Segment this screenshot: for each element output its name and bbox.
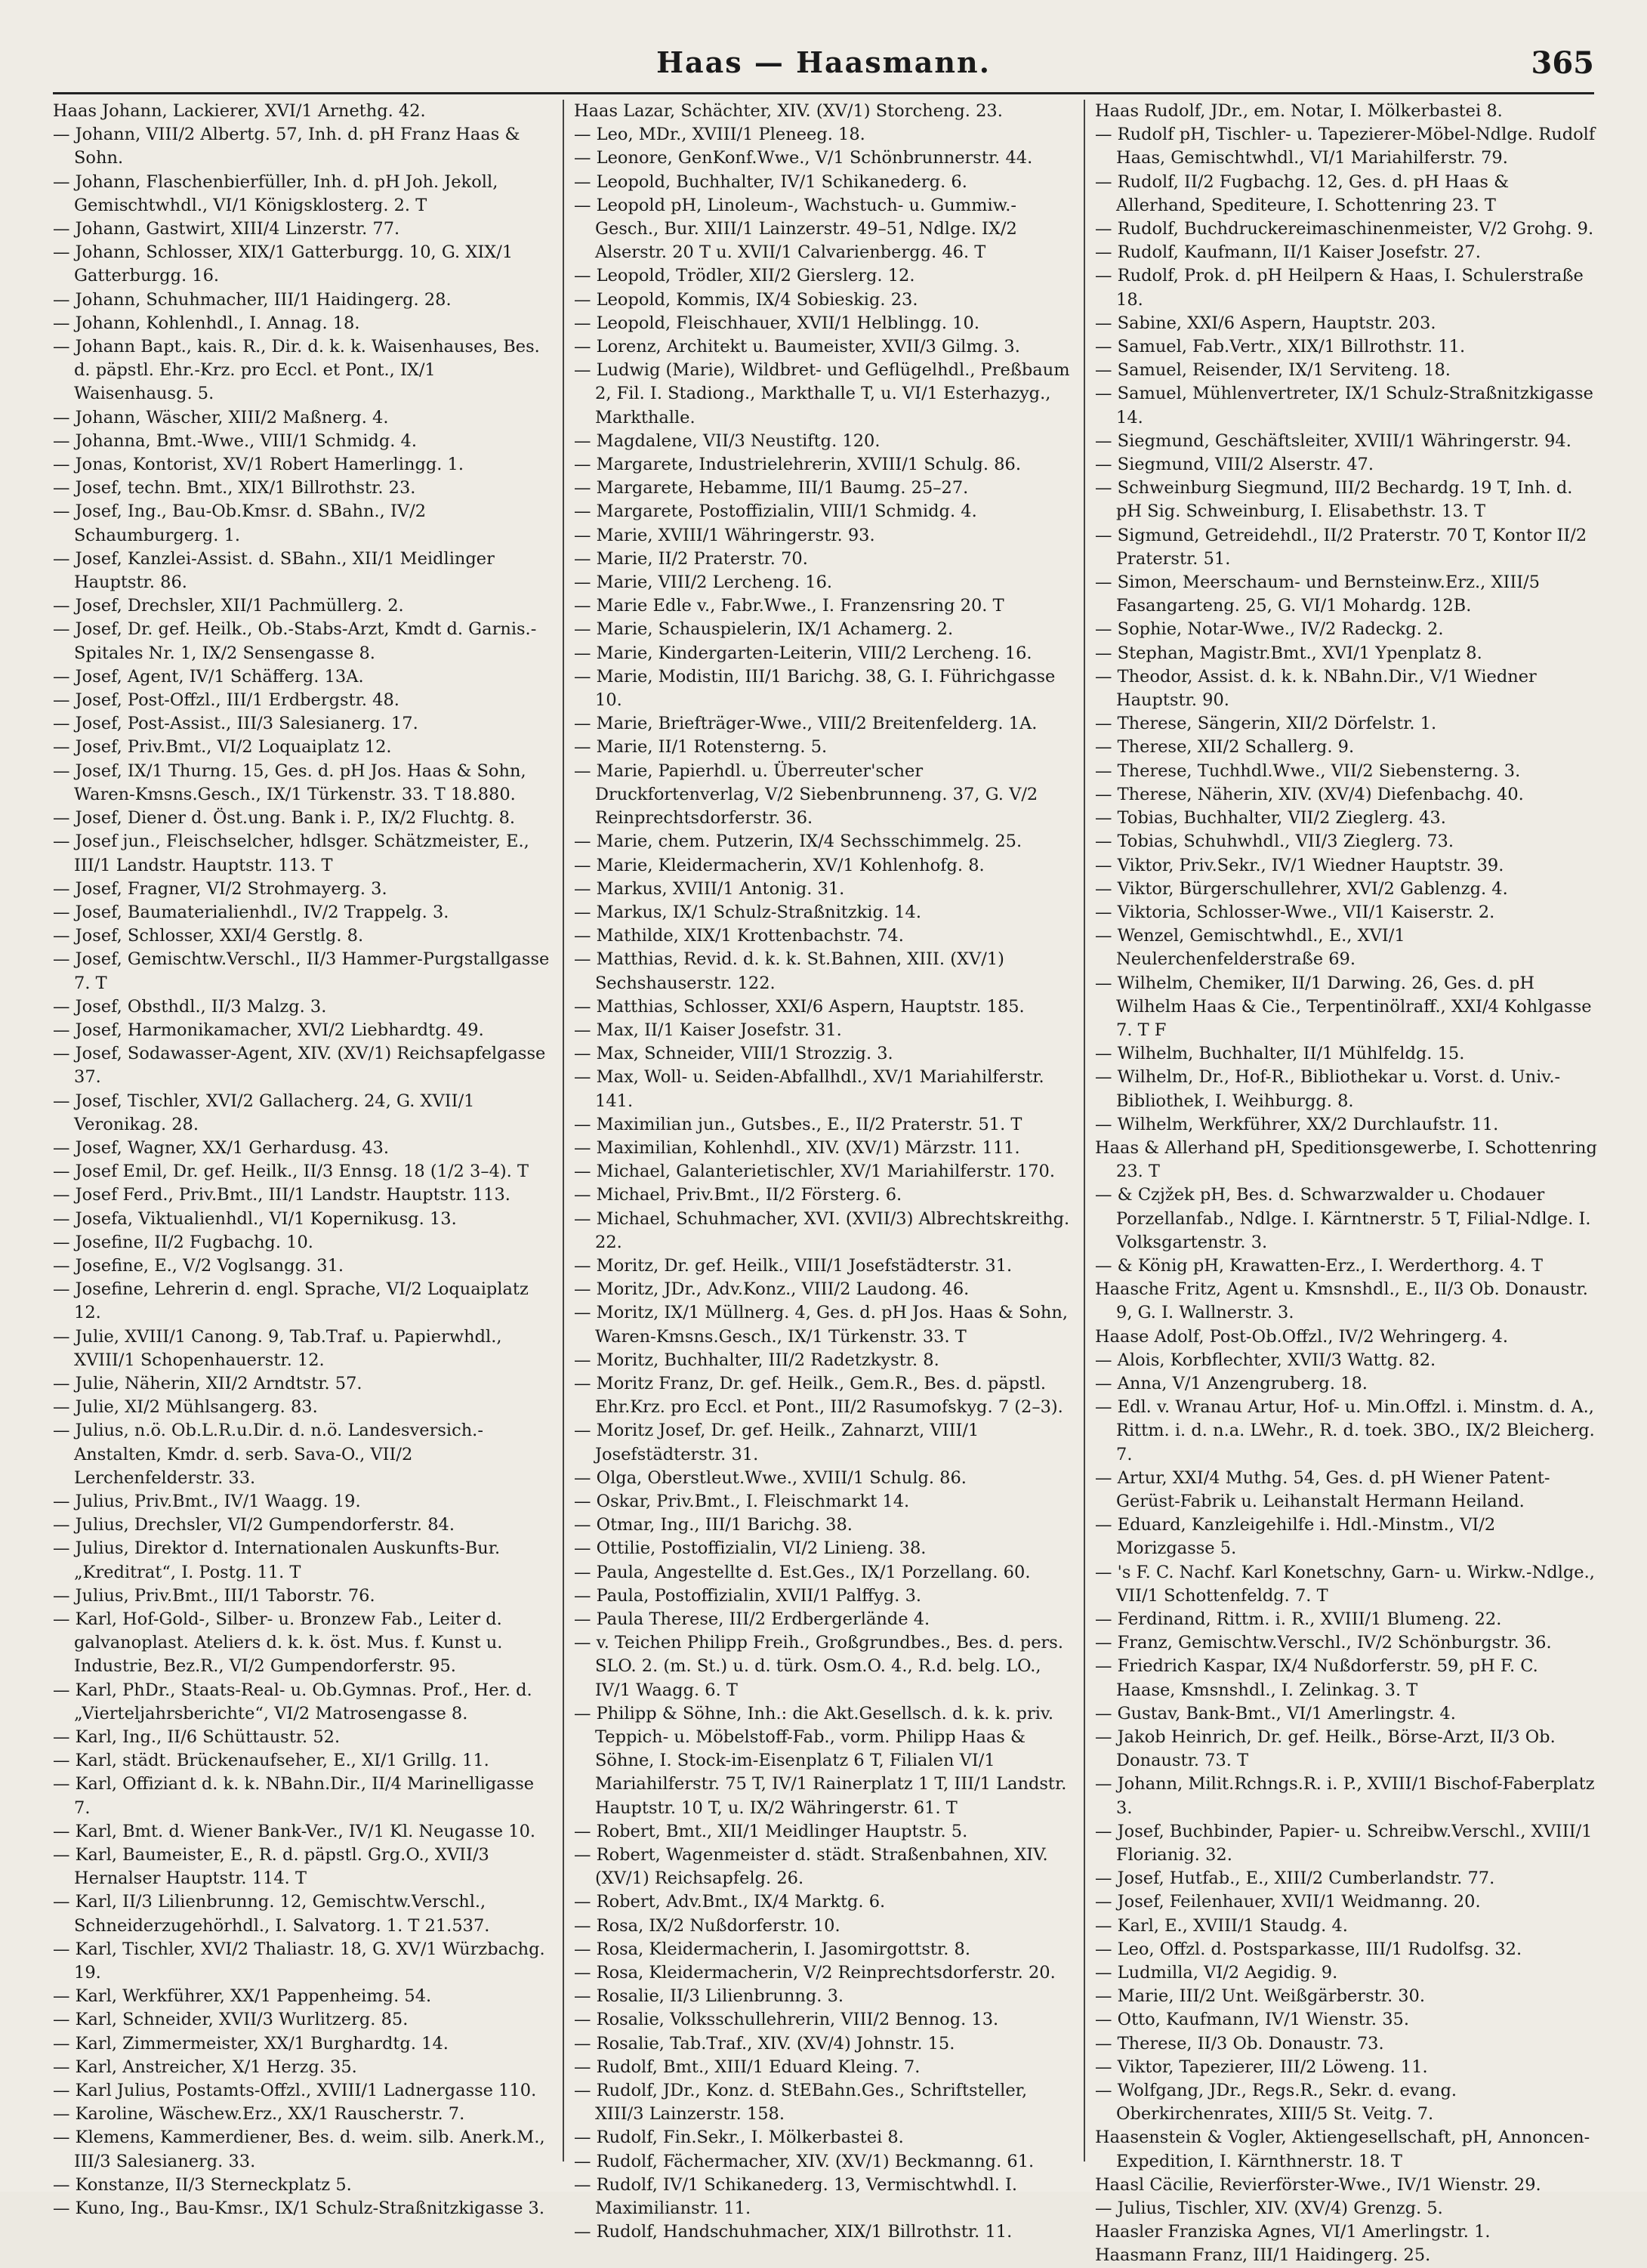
directory-entry: — Karl, Tischler, XVI/2 Thaliastr. 18, G. XV/1 Würzbachg. 19. (53, 1939, 545, 1983)
directory-entry: — Paula Therese, III/2 Erdbergerlände 4. (574, 1609, 930, 1629)
directory-entry: — Rudolf, Prok. d. pH Heilpern & Haas, I. Schulerstraße 18. (1095, 266, 1584, 310)
directory-entry: — Kuno, Ing., Bau-Kmsr., IX/1 Schulz-Straßnitzkigasse 3. (53, 2199, 545, 2219)
directory-entry: — Josef, Dr. gef. Heilk., Ob.-Stabs-Arzt, Kmdt d. Garnis.-Spitales Nr. 1, IX/2 Sensengasse 8. (53, 619, 537, 663)
directory-entry: — Therese, II/3 Ob. Donaustr. 73. (1095, 2033, 1384, 2054)
directory-entry: — Sophie, Notar-Wwe., IV/2 Radeckg. 2. (1095, 619, 1444, 640)
directory-entry: — Leopold pH, Linoleum-, Wachstuch- u. Gummiw.-Gesch., Bur. XIII/1 Lainzerstr. 49–51, Ndlge. IX/2 Alserstr. 20 T u. XVII/1 Calvarienbergg. 46. T (574, 195, 1017, 263)
directory-entry: — v. Teichen Philipp Freih., Großgrundbes., Bes. d. pers. SLO. 2. (m. St.) u. d. türk. Osm.O. 4., R.d. belg. LO., IV/1 Waagg. 6. T (574, 1633, 1063, 1700)
directory-entry: — Rosalie, II/3 Lilienbrunng. 3. (574, 1986, 844, 2007)
directory-entry: — Marie, Modistin, III/1 Barichg. 38, G. I. Führichgasse 10. (574, 666, 1056, 711)
directory-entry: — Matthias, Revid. d. k. k. St.Bahnen, XIII. (XV/1) Sechshauserstr. 122. (574, 949, 1004, 993)
directory-entry: — Johann, Schlosser, XIX/1 Gatterburgg. 10, G. XIX/1 Gatterburgg. 16. (53, 242, 514, 286)
directory-entry: — Josefine, II/2 Fugbachg. 10. (53, 1232, 313, 1252)
directory-entry: — Max, Woll- u. Seiden-Abfallhdl., XV/1 Mariahilferstr. 141. (574, 1067, 1044, 1111)
directory-entry: — Therese, Näherin, XIV. (XV/4) Diefenbachg. 40. (1095, 784, 1524, 804)
directory-entry: — Wilhelm, Werkführer, XX/2 Durchlaufstr. 11. (1095, 1114, 1499, 1134)
directory-entry: — Wilhelm, Chemiker, II/1 Darwing. 26, Ges. d. pH Wilhelm Haas & Cie., Terpentinölraff., XXI/4 Kohlgasse 7. T F (1095, 973, 1592, 1040)
directory-entry: — Rudolf, II/2 Fugbachg. 12, Ges. d. pH Haas & Allerhand, Spediteure, I. Schottenring 23. T (1095, 171, 1510, 215)
directory-entry: Haasche Fritz, Agent u. Kmsnshdl., E., II/3 Ob. Donaustr. 9, G. I. Wallnerstr. 3. (1095, 1279, 1588, 1323)
directory-entry: — Karl, Offiziant d. k. k. NBahn.Dir., II/4 Marinelligasse 7. (53, 1774, 535, 1818)
directory-entry: Haasl Cäcilie, Revierförster-Wwe., IV/1 Wienstr. 29. (1095, 2174, 1541, 2195)
directory-entry: — Karl, PhDr., Staats-Real- u. Ob.Gymnas. Prof., Her. d. „Vierteljahrsberichte“, VI/2 Matrosengasse 8. (53, 1680, 532, 1723)
directory-entry: — Marie, VIII/2 Lercheng. 16. (574, 572, 833, 593)
directory-entry: — Siegmund, VIII/2 Alserstr. 47. (1095, 455, 1374, 475)
directory-entry: — Viktor, Tapezierer, III/2 Löweng. 11. (1095, 2057, 1428, 2077)
directory-entry: — Viktoria, Schlosser-Wwe., VII/1 Kaiserstr. 2. (1095, 902, 1495, 922)
directory-entry: — Josef, Post-Offzl., III/1 Erdbergstr. 48. (53, 690, 399, 711)
directory-entry: — Rudolf, Fächermacher, XIV. (XV/1) Beckmanng. 61. (574, 2151, 1035, 2171)
directory-entry: — Michael, Priv.Bmt., II/2 Försterg. 6. (574, 1185, 902, 1205)
directory-entry: — Rosa, Kleidermacherin, V/2 Reinprechtsdorferstr. 20. (574, 1963, 1056, 1983)
directory-entry: Haas Johann, Lackierer, XVI/1 Arnethg. 42. (53, 101, 426, 121)
directory-entry: — Rudolf, IV/1 Schikanederg. 13, Vermischtwhdl. I. Maximilianstr. 11. (574, 2174, 1018, 2219)
directory-entry: — Josef jun., Fleischselcher, hdlsger. Schätzmeister, E., III/1 Landstr. Hauptstr. 113. T (53, 832, 529, 875)
directory-entry: — Josef, Buchbinder, Papier- u. Schreibw.Verschl., XVIII/1 Florianig. 32. (1095, 1821, 1593, 1865)
directory-entry: — Josef, Schlosser, XXI/4 Gerstlg. 8. (53, 926, 364, 946)
directory-entry: — Josefine, Lehrerin d. engl. Sprache, VI/2 Loquaiplatz 12. (53, 1279, 529, 1323)
directory-entry: — Wenzel, Gemischtwhdl., E., XVI/1 Neulerchenfelderstraße 69. (1095, 926, 1405, 970)
directory-entry: — Karl, Bmt. d. Wiener Bank-Ver., IV/1 Kl. Neugasse 10. (53, 1821, 536, 1841)
directory-entry: — Therese, Sängerin, XII/2 Dörfelstr. 1. (1095, 714, 1437, 734)
directory-entry: — Marie, II/2 Praterstr. 70. (574, 548, 808, 569)
directory-entry: — Tobias, Buchhalter, VII/2 Zieglerg. 43. (1095, 808, 1446, 829)
directory-entry: — Josef, Harmonikamacher, XVI/2 Liebhardtg. 49. (53, 1020, 484, 1040)
directory-entry: — Karl, Schneider, XVII/3 Wurlitzerg. 85. (53, 2010, 409, 2030)
directory-entry: — Karl, E., XVIII/1 Staudg. 4. (1095, 1915, 1348, 1936)
directory-entry: — Marie, II/1 Rotensterng. 5. (574, 737, 828, 758)
directory-entry: — Samuel, Fab.Vertr., XIX/1 Billrothstr. 11. (1095, 337, 1466, 357)
directory-entry: — Johann, Kohlenhdl., I. Annag. 18. (53, 313, 360, 333)
directory-entry: Haase Adolf, Post-Ob.Offzl., IV/2 Wehringerg. 4. (1095, 1326, 1508, 1347)
directory-entry: — Jonas, Kontorist, XV/1 Robert Hamerlingg. 1. (53, 455, 464, 475)
directory-entry: — Johann, VIII/2 Albertg. 57, Inh. d. pH Franz Haas & Sohn. (53, 125, 520, 168)
directory-entry: — Josef, Sodawasser-Agent, XIV. (XV/1) Reichsapfelgasse 37. (53, 1044, 546, 1088)
directory-entry: — Viktor, Bürgerschullehrer, XVI/2 Gablenzg. 4. (1095, 878, 1508, 899)
directory-entry: — Johann, Milit.Rchngs.R. i. P., XVIII/1 Bischof-Faberplatz 3. (1095, 1774, 1595, 1818)
directory-entry: — Siegmund, Geschäftsleiter, XVIII/1 Währingerstr. 94. (1095, 430, 1571, 451)
column-divider (1084, 100, 1085, 2162)
directory-entry: — Josef, Gemischtw.Verschl., II/3 Hammer-Purgstallgasse 7. T (53, 949, 550, 993)
directory-entry: — Maximilian, Kohlenhdl., XIV. (XV/1) Märzstr. 111. (574, 1137, 1020, 1158)
directory-entry: — Rudolf pH, Tischler- u. Tapezierer-Möbel-Ndlge. Rudolf Haas, Gemischtwhdl., VI/1 Mariahilferstr. 79. (1095, 125, 1596, 168)
directory-entry: — Marie Edle v., Fabr.Wwe., I. Franzensring 20. T (574, 596, 1004, 616)
directory-entry: — Johanna, Bmt.-Wwe., VIII/1 Schmidg. 4. (53, 430, 417, 451)
directory-entry: — Otmar, Ing., III/1 Barichg. 38. (574, 1515, 853, 1535)
directory-entry: — Josef, Obsthdl., II/3 Malzg. 3. (53, 996, 327, 1017)
directory-entry: — Margarete, Postoffizialin, VIII/1 Schmidg. 4. (574, 501, 977, 522)
directory-entry: — Ludwig (Marie), Wildbret- und Geflügelhdl., Preßbaum 2, Fil. I. Stadiong., Markthalle T, u. VI/1 Esterhazyg., Markthalle. (574, 360, 1070, 427)
directory-entry: — Markus, IX/1 Schulz-Straßnitzkig. 14. (574, 902, 921, 922)
directory-entry: — Leopold, Buchhalter, IV/1 Schikanederg. 6. (574, 171, 967, 192)
directory-entry: — Samuel, Reisender, IX/1 Serviteng. 18. (1095, 360, 1451, 381)
directory-entry: — Anna, V/1 Anzengruberg. 18. (1095, 1373, 1368, 1393)
directory-entry: — Rudolf, Fin.Sekr., I. Mölkerbastei 8. (574, 2128, 904, 2148)
directory-entry: — Johann, Schuhmacher, III/1 Haidingerg. 28. (53, 289, 452, 310)
directory-entry: — Julius, Drechsler, VI/2 Gumpendorferstr. 84. (53, 1515, 455, 1535)
directory-entry: — Karl Julius, Postamts-Offzl., XVIII/1 Ladnergasse 110. (53, 2081, 537, 2101)
directory-entry: — Julius, n.ö. Ob.L.R.u.Dir. d. n.ö. Landesversich.-Anstalten, Kmdr. d. serb. Sava-O., VII/2 Lerchenfelderstr. 33. (53, 1421, 483, 1488)
directory-entry: — Rudolf, Buchdruckereimaschinenmeister, V/2 Grohg. 9. (1095, 219, 1594, 239)
directory-entry: — Friedrich Kaspar, IX/4 Nußdorferstr. 59, pH F. C. Haase, Kmsnshdl., I. Zelinkag. 3. T (1095, 1656, 1538, 1700)
directory-entry: — Josef Ferd., Priv.Bmt., III/1 Landstr. Hauptstr. 113. (53, 1185, 510, 1205)
directory-entry: — Josef, Priv.Bmt., VI/2 Loquaiplatz 12. (53, 737, 392, 758)
directory-entry: — Margarete, Industrielehrerin, XVIII/1 Schulg. 86. (574, 455, 1022, 475)
directory-entry: — Ottilie, Postoffizialin, VI/2 Linieng. 38. (574, 1538, 927, 1559)
directory-entry: — Robert, Bmt., XII/1 Meidlinger Hauptstr. 5. (574, 1821, 968, 1841)
directory-entry: — Otto, Kaufmann, IV/1 Wienstr. 35. (1095, 2010, 1409, 2030)
directory-entry: — Theodor, Assist. d. k. k. NBahn.Dir., V/1 Wiedner Hauptstr. 90. (1095, 666, 1537, 711)
page-number: 365 (1531, 45, 1594, 81)
directory-entry: — Johann, Gastwirt, XIII/4 Linzerstr. 77. (53, 219, 400, 239)
directory-entry: — Matthias, Schlosser, XXI/6 Aspern, Hauptstr. 185. (574, 996, 1025, 1017)
directory-entry: — Wilhelm, Dr., Hof-R., Bibliothekar u. Vorst. d. Univ.-Bibliothek, I. Weihburgg. 8. (1095, 1067, 1561, 1111)
directory-entry: — Josef, Drechsler, XII/1 Pachmüllerg. 2. (53, 596, 404, 616)
directory-entry: — Josef, Baumaterialienhdl., IV/2 Trappelg. 3. (53, 902, 449, 922)
directory-entry: — Artur, XXI/4 Muthg. 54, Ges. d. pH Wiener Patent-Gerüst-Fabrik u. Leihanstalt Hermann Heiland. (1095, 1467, 1550, 1511)
directory-entry: — Marie, III/2 Unt. Weißgärberstr. 30. (1095, 1986, 1426, 2007)
directory-entry: — Sabine, XXI/6 Aspern, Hauptstr. 203. (1095, 313, 1436, 333)
directory-entry: — Rosalie, Tab.Traf., XIV. (XV/4) Johnstr. 15. (574, 2033, 955, 2054)
directory-entry: — Robert, Wagenmeister d. städt. Straßenbahnen, XIV. (XV/1) Reichsapfelg. 26. (574, 1845, 1048, 1889)
directory-entry: — Eduard, Kanzleigehilfe i. Hdl.-Minstm., VI/2 Morizgasse 5. (1095, 1515, 1496, 1559)
directory-entry: — Marie, Papierhdl. u. Überreuter'scher Druckfortenverlag, V/2 Siebenbrunneng. 37, G. V/2 Reinprechtsdorferstr. 36. (574, 761, 1038, 829)
directory-entry: — Klemens, Kammerdiener, Bes. d. weim. silb. Anerk.M., III/3 Salesianerg. 33. (53, 2128, 545, 2171)
directory-entry: — Karoline, Wäschew.Erz., XX/1 Rauscherstr. 7. (53, 2104, 465, 2125)
directory-entry: — Alois, Korbflechter, XVII/3 Wattg. 82. (1095, 1350, 1436, 1370)
directory-entry: — Therese, XII/2 Schallerg. 9. (1095, 737, 1355, 758)
directory-entry: — Josef, Kanzlei-Assist. d. SBahn., XII/1 Meidlinger Hauptstr. 86. (53, 548, 495, 593)
directory-entry: — Josef, Tischler, XVI/2 Gallacherg. 24, G. XVII/1 Veronikag. 28. (53, 1091, 475, 1134)
directory-column-1 (53, 100, 551, 2219)
directory-entry: — Paula, Postoffizialin, XVII/1 Palffyg. 3. (574, 1585, 922, 1606)
directory-entry: — Mathilde, XIX/1 Krottenbachstr. 74. (574, 926, 904, 946)
directory-entry: — Leo, MDr., XVIII/1 Pleneeg. 18. (574, 125, 865, 145)
directory-entry: — Franz, Gemischtw.Verschl., IV/2 Schönburgstr. 36. (1095, 1633, 1552, 1653)
directory-entry: — Julie, XVIII/1 Canong. 9, Tab.Traf. u. Papierwhdl., XVIII/1 Schopenhauerstr. 12. (53, 1326, 502, 1370)
directory-entry: — Julie, Näherin, XII/2 Arndtstr. 57. (53, 1373, 362, 1393)
directory-entry: — Josef, Hutfab., E., XIII/2 Cumberlandstr. 77. (1095, 1868, 1495, 1889)
directory-entry: — Josef, Post-Assist., III/3 Salesianerg. 17. (53, 714, 418, 734)
directory-entry: — Josef, Feilenhauer, XVII/1 Weidmanng. 20. (1095, 1892, 1481, 1912)
directory-entry: — Moritz Franz, Dr. gef. Heilk., Gem.R., Bes. d. päpstl. Ehr.Krz. pro Eccl. et Pont., III/2 Rasumofskyg. 7 (2–3). (574, 1373, 1063, 1418)
directory-entry: — Olga, Oberstleut.Wwe., XVIII/1 Schulg. 86. (574, 1467, 967, 1488)
directory-entry: Haas Rudolf, JDr., em. Notar, I. Mölkerbastei 8. (1095, 101, 1503, 121)
directory-entry: — Therese, Tuchhdl.Wwe., VII/2 Siebensterng. 3. (1095, 761, 1521, 781)
directory-entry: — Karl, Hof-Gold-, Silber- u. Bronzew Fab., Leiter d. galvanoplast. Ateliers d. k. k. öst. Mus. f. Kunst u. Industrie, Bez.R., VI/2 Gumpendorferstr. 95. (53, 1609, 503, 1677)
directory-entry: — 's F. C. Nachf. Karl Konetschny, Garn- u. Wirkw.-Ndlge., VII/1 Schottenfeldg. 7. T (1095, 1562, 1595, 1606)
directory-entry: — Rosa, Kleidermacherin, I. Jasomirgottstr. 8. (574, 1939, 970, 1959)
directory-entry: — Ludmilla, VI/2 Aegidig. 9. (1095, 1963, 1338, 1983)
header-rule (53, 92, 1594, 94)
directory-entry: — Leopold, Kommis, IX/4 Sobieskig. 23. (574, 289, 918, 310)
directory-entry: — Moritz, Dr. gef. Heilk., VIII/1 Josefstädterstr. 31. (574, 1255, 1013, 1276)
directory-entry: — Julius, Priv.Bmt., III/1 Taborstr. 76. (53, 1585, 375, 1606)
directory-entry: — Rosalie, Volksschullehrerin, VIII/2 Bennog. 13. (574, 2010, 999, 2030)
directory-entry: Haas Lazar, Schächter, XIV. (XV/1) Storcheng. 23. (574, 101, 1003, 121)
directory-entry: — Josef, Wagner, XX/1 Gerhardusg. 43. (53, 1137, 390, 1158)
directory-entry: — Schweinburg Siegmund, III/2 Bechardg. 19 T, Inh. d. pH Sig. Schweinburg, I. Elisabethstr. 13. T (1095, 478, 1573, 522)
directory-entry: — Marie, Kindergarten-Leiterin, VIII/2 Lercheng. 16. (574, 643, 1032, 663)
directory-entry: — Moritz, JDr., Adv.Konz., VIII/2 Laudong. 46. (574, 1279, 970, 1300)
directory-entry: — Konstanze, II/3 Sterneckplatz 5. (53, 2174, 352, 2195)
directory-entry: — Rudolf, Handschuhmacher, XIX/1 Billrothstr. 11. (574, 2222, 1013, 2242)
directory-entry: — Rudolf, JDr., Konz. d. StEBahn.Ges., Schriftsteller, XIII/3 Lainzerstr. 158. (574, 2081, 1028, 2125)
directory-entry: — & König pH, Krawatten-Erz., I. Werderthorg. 4. T (1095, 1255, 1543, 1276)
directory-entry: — Simon, Meerschaum- und Bernsteinw.Erz., XIII/5 Fasangarteng. 25, G. VI/1 Mohardg. 12B. (1095, 572, 1541, 616)
directory-entry: — Josef, Diener d. Öst.ung. Bank i. P., IX/2 Fluchtg. 8. (53, 808, 516, 829)
directory-entry: — Ferdinand, Rittm. i. R., XVIII/1 Blumeng. 22. (1095, 1609, 1502, 1629)
directory-entry: — Marie, Kleidermacherin, XV/1 Kohlenhofg. 8. (574, 855, 985, 875)
directory-entry: — Moritz Josef, Dr. gef. Heilk., Zahnarzt, VIII/1 Josefstädterstr. 31. (574, 1421, 979, 1464)
directory-entry: — Karl, Anstreicher, X/1 Herzg. 35. (53, 2057, 357, 2077)
directory-entry: Haas & Allerhand pH, Speditionsgewerbe, I. Schottenring 23. T (1095, 1137, 1597, 1182)
directory-entry: — Markus, XVIII/1 Antonig. 31. (574, 878, 845, 899)
directory-entry: — Viktor, Priv.Sekr., IV/1 Wiedner Hauptstr. 39. (1095, 855, 1504, 875)
directory-entry: — Johann Bapt., kais. R., Dir. d. k. k. Waisenhauses, Bes. d. päpstl. Ehr.-Krz. pro Eccl. et Pont., IX/1 Waisenhausg. 5. (53, 337, 540, 404)
directory-entry: — Max, II/1 Kaiser Josefstr. 31. (574, 1020, 842, 1040)
directory-entry: — Oskar, Priv.Bmt., I. Fleischmarkt 14. (574, 1491, 910, 1511)
directory-entry: — Karl, Ing., II/6 Schüttaustr. 52. (53, 1727, 341, 1748)
directory-entry: — & Czjžek pH, Bes. d. Schwarzwalder u. Chodauer Porzellanfab., Ndlge. I. Kärntnerstr. 5 T, Filial-Ndlge. I. Volksgartenstr. 3. (1095, 1185, 1591, 1252)
directory-entry: — Josef Emil, Dr. gef. Heilk., II/3 Ennsg. 18 (1/2 3–4). T (53, 1162, 529, 1182)
directory-entry: — Moritz, IX/1 Müllnerg. 4, Ges. d. pH Jos. Haas & Sohn, Waren-Kmsns.Gesch., IX/1 Türkenstr. 33. T (574, 1303, 1069, 1347)
directory-entry: — Rudolf, Kaufmann, II/1 Kaiser Josefstr. 27. (1095, 242, 1481, 263)
directory-column-2 (574, 100, 1072, 2242)
directory-entry: — Samuel, Mühlenvertreter, IX/1 Schulz-Straßnitzkigasse 14. (1095, 384, 1593, 427)
directory-entry: — Julius, Direktor d. Internationalen Auskunfts-Bur. „Kreditrat“, I. Postg. 11. T (53, 1538, 501, 1582)
directory-entry: — Karl, städt. Brückenaufseher, E., XI/1 Grillg. 11. (53, 1751, 489, 1771)
directory-entry: Haasler Franziska Agnes, VI/1 Amerlingstr. 1. (1095, 2222, 1491, 2242)
directory-entry: — Michael, Schuhmacher, XVI. (XVII/3) Albrechtskreithg. 22. (574, 1208, 1070, 1252)
directory-entry: — Gustav, Bank-Bmt., VI/1 Amerlingstr. 4. (1095, 1703, 1456, 1723)
directory-entry: — Marie, Briefträger-Wwe., VIII/2 Breitenfelderg. 1A. (574, 714, 1038, 734)
directory-entry: — Rosa, IX/2 Nußdorferstr. 10. (574, 1915, 840, 1936)
directory-entry: — Karl, II/3 Lilienbrunng. 12, Gemischtw.Verschl., Schneiderzugehörhdl., I. Salvatorg. 1. T 21.537. (53, 1892, 490, 1936)
directory-entry: — Wilhelm, Buchhalter, II/1 Mühlfeldg. 15. (1095, 1044, 1465, 1064)
directory-entry: — Karl, Werkführer, XX/1 Pappenheimg. 54. (53, 1986, 432, 2007)
column-divider (563, 100, 564, 2162)
directory-entry: — Josef, IX/1 Thurng. 15, Ges. d. pH Jos. Haas & Sohn, Waren-Kmsns.Gesch., IX/1 Türkenstr. 33. T 18.880. (53, 761, 526, 804)
directory-entry: — Karl, Baumeister, E., R. d. päpstl. Grg.O., XVII/3 Hernalser Hauptstr. 114. T (53, 1845, 489, 1889)
directory-entry: — Max, Schneider, VIII/1 Strozzig. 3. (574, 1044, 893, 1064)
directory-entry: — Marie, Schauspielerin, IX/1 Achamerg. 2. (574, 619, 954, 640)
directory-entry: — Magdalene, VII/3 Neustiftg. 120. (574, 430, 881, 451)
directory-entry: — Josefa, Viktualienhdl., VI/1 Kopernikusg. 13. (53, 1208, 457, 1229)
directory-entry: — Philipp & Söhne, Inh.: die Akt.Gesellsch. d. k. k. priv. Teppich- u. Möbelstoff-Fab., vorm. Philipp Haas & Söhne, I. Stock-im-Eisenplatz 6 T, Filialen VI/1 Mariahilferstr. 75 T, IV/1 Rainerplatz 1 T, III/1 Landstr. Hauptstr. 10 T, u. IX/2 Währingerstr. 61. T (574, 1703, 1067, 1818)
directory-entry: — Sigmund, Getreidehdl., II/2 Praterstr. 70 T, Kontor II/2 Praterstr. 51. (1095, 525, 1587, 569)
directory-entry: — Josef, Ing., Bau-Ob.Kmsr. d. SBahn., IV/2 Schaumburgerg. 1. (53, 501, 427, 545)
directory-entry: — Robert, Adv.Bmt., IX/4 Marktg. 6. (574, 1892, 886, 1912)
directory-entry: — Karl, Zimmermeister, XX/1 Burghardtg. 14. (53, 2033, 449, 2054)
directory-entry: — Josef, Agent, IV/1 Schäfferg. 13A. (53, 666, 364, 687)
directory-entry: — Tobias, Schuhwhdl., VII/3 Zieglerg. 73. (1095, 832, 1454, 852)
directory-entry: — Margarete, Hebamme, III/1 Baumg. 25–27. (574, 478, 969, 498)
directory-entry: — Julius, Priv.Bmt., IV/1 Waagg. 19. (53, 1491, 361, 1511)
directory-entry: — Julie, XI/2 Mühlsangerg. 83. (53, 1397, 318, 1418)
directory-entry: Haasenstein & Vogler, Aktiengesellschaft, pH, Annoncen-Expedition, I. Kärnthnerstr. 18. T (1095, 2128, 1590, 2171)
directory-entry: — Edl. v. Wranau Artur, Hof- u. Min.Offzl. i. Minstm. d. A., Rittm. i. d. n.a. LWehr., R. d. toek. 3BO., IX/2 Bleicherg. 7. (1095, 1397, 1595, 1464)
directory-entry: — Paula, Angestellte d. Est.Ges., IX/1 Porzellang. 60. (574, 1562, 1031, 1582)
directory-entry: — Leopold, Trödler, XII/2 Gierslerg. 12. (574, 266, 915, 286)
directory-entry: — Rudolf, Bmt., XIII/1 Eduard Kleing. 7. (574, 2057, 921, 2077)
directory-entry: — Leonore, GenKonf.Wwe., V/1 Schönbrunnerstr. 44. (574, 148, 1033, 168)
page-title: Haas — Haasmann. (656, 45, 991, 79)
directory-entry: — Wolfgang, JDr., Regs.R., Sekr. d. evang. Oberkirchenrates, XIII/5 St. Veitg. 7. (1095, 2081, 1457, 2125)
directory-entry: — Moritz, Buchhalter, III/2 Radetzkystr. 8. (574, 1350, 939, 1370)
directory-entry: — Josef, techn. Bmt., XIX/1 Billrothstr. 23. (53, 478, 416, 498)
directory-column-3 (1095, 100, 1597, 2266)
directory-entry: — Josef, Fragner, VI/2 Strohmayerg. 3. (53, 878, 387, 899)
directory-entry: — Marie, chem. Putzerin, IX/4 Sechsschimmelg. 25. (574, 832, 1022, 852)
directory-entry: — Maximilian jun., Gutsbes., E., II/2 Praterstr. 51. T (574, 1114, 1022, 1134)
directory-entry: — Leopold, Fleischhauer, XVII/1 Helblingg. 10. (574, 313, 979, 333)
directory-entry: — Julius, Tischler, XIV. (XV/4) Grenzg. 5. (1095, 2199, 1443, 2219)
directory-entry: — Michael, Galanterietischler, XV/1 Mariahilferstr. 170. (574, 1162, 1055, 1182)
directory-entry: Haasmann Franz, III/1 Haidingerg. 25. (1095, 2245, 1431, 2266)
directory-entry: — Marie, XVIII/1 Währingerstr. 93. (574, 525, 875, 545)
directory-entry: — Jakob Heinrich, Dr. gef. Heilk., Börse-Arzt, II/3 Ob. Donaustr. 73. T (1095, 1727, 1556, 1771)
page-header (53, 45, 1594, 91)
directory-entry: — Lorenz, Architekt u. Baumeister, XVII/3 Gilmg. 3. (574, 337, 1020, 357)
directory-entry: — Stephan, Magistr.Bmt., XVI/1 Ypenplatz 8. (1095, 643, 1482, 663)
directory-entry: — Johann, Wäscher, XIII/2 Maßnerg. 4. (53, 407, 389, 427)
directory-entry: — Johann, Flaschenbierfüller, Inh. d. pH Joh. Jekoll, Gemischtwhdl., VI/1 Königsklosterg. 2. T (53, 171, 498, 215)
directory-entry: — Josefine, E., V/2 Voglsangg. 31. (53, 1255, 344, 1276)
directory-entry: — Leo, Offzl. d. Postsparkasse, III/1 Rudolfsg. 32. (1095, 1939, 1522, 1959)
